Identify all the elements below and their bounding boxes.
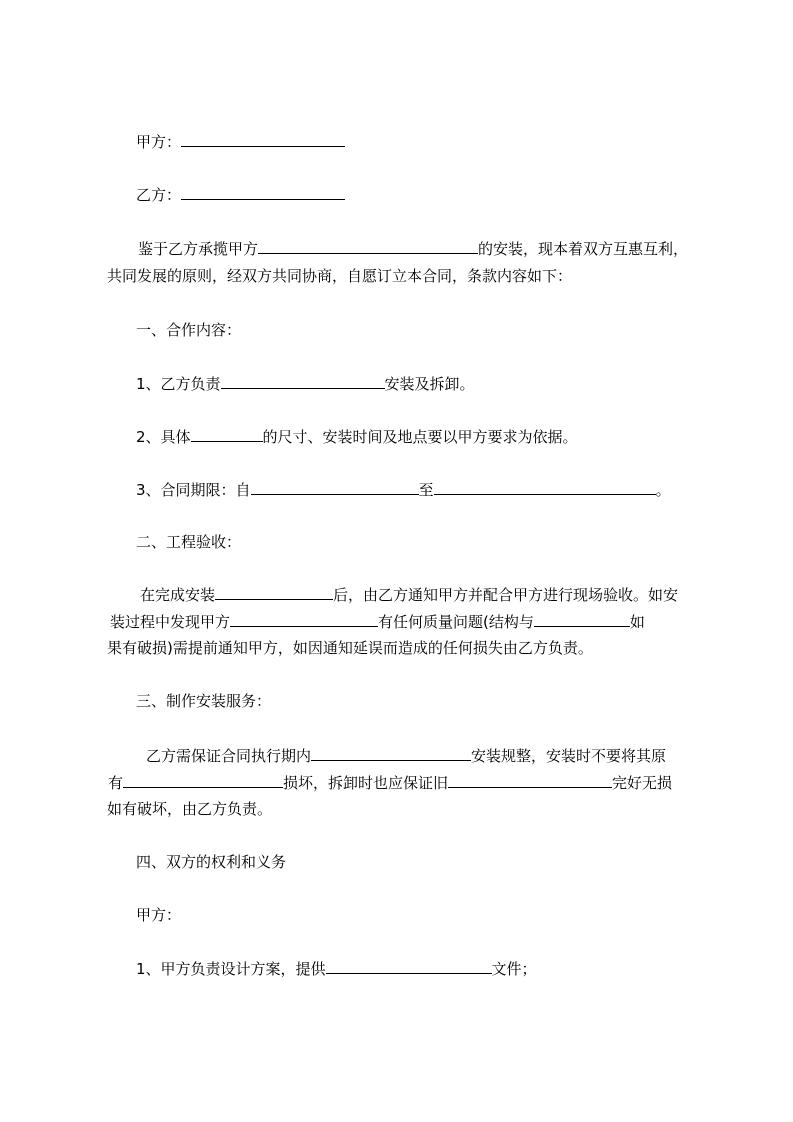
section-4-heading-text: 四、双方的权利和义务 xyxy=(136,853,287,871)
party-b-blank[interactable] xyxy=(181,184,345,200)
s3-l1-text-a: 乙方需保证合同执行期内 xyxy=(146,747,312,765)
s1-item1-text-a: 1、乙方负责 xyxy=(136,375,221,393)
s1-item3-text-b: 至 xyxy=(418,481,434,499)
intro-text-2: 的安装，现本着双方互惠互利， xyxy=(478,240,689,258)
section-1-heading xyxy=(136,320,241,340)
section-1-heading-text: 一、合作内容： xyxy=(136,321,242,339)
section-1-item-1 xyxy=(136,373,475,393)
s2-l3-text: 果有破损)需提前通知甲方，如因通知延误而造成的任何损失由乙方负责。 xyxy=(107,639,593,657)
s1-item2-blank[interactable] xyxy=(191,426,263,442)
s3-l2-text-b: 损坏，拆卸时也应保证旧 xyxy=(283,774,449,792)
party-b-label: 乙方： xyxy=(136,186,182,204)
s3-l1-text-b: 安装规整，安装时不要将其原 xyxy=(471,747,667,765)
intro-text-3: 共同发展的原则，经双方共同协商，自愿订立本合同，条款内容如下： xyxy=(107,267,573,285)
s2-l2-text-c: 如 xyxy=(629,613,645,631)
section-4-party-a xyxy=(136,905,181,925)
s1-item2-text-a: 2、具体 xyxy=(136,428,191,446)
section-3-heading xyxy=(136,691,271,711)
s2-l2-text-b: 有任何质量问题(结构与 xyxy=(378,613,534,631)
s2-l1-text-b: 后，由乙方通知甲方并配合甲方进行现场验收。如安 xyxy=(333,586,679,604)
section-3-line-1 xyxy=(146,745,666,765)
section-2-line-2 xyxy=(110,611,645,631)
s2-l2-text-a: 装过程中发现甲方 xyxy=(110,613,231,631)
intro-line-1 xyxy=(138,238,688,258)
s3-l2-text-c: 完好无损 xyxy=(612,774,673,792)
s2-l1-text-a: 在完成安装 xyxy=(140,586,216,604)
party-b-line xyxy=(136,184,345,204)
s1-item3-start-blank[interactable] xyxy=(251,479,419,495)
s3-l2-blank-a[interactable] xyxy=(123,772,283,788)
s3-l3-text: 如有破坏，由乙方负责。 xyxy=(107,800,273,818)
intro-line-2 xyxy=(107,266,572,286)
section-3-heading-text: 三、制作安装服务： xyxy=(136,692,272,710)
section-3-line-2 xyxy=(108,772,672,792)
intro-text-1: 鉴于乙方承揽甲方 xyxy=(138,240,259,258)
party-a-line xyxy=(136,131,345,151)
s2-l2-blank-b[interactable] xyxy=(534,611,630,627)
s2-l1-blank[interactable] xyxy=(215,584,333,600)
party-a-label: 甲方： xyxy=(136,133,182,151)
section-1-item-2 xyxy=(136,426,578,446)
section-2-line-3 xyxy=(107,638,593,658)
section-2-heading-text: 二、工程验收： xyxy=(136,533,242,551)
s1-item3-end-blank[interactable] xyxy=(434,479,656,495)
s4-item1-blank[interactable] xyxy=(326,958,492,974)
section-2-heading xyxy=(136,532,241,552)
s4-item1-text-a: 1、甲方负责设计方案，提供 xyxy=(136,960,326,978)
section-1-item-3 xyxy=(136,479,671,499)
party-a-blank[interactable] xyxy=(181,131,345,147)
section-4-item-1 xyxy=(136,958,537,978)
intro-project-blank[interactable] xyxy=(258,238,478,254)
s3-l2-text-a: 有 xyxy=(108,774,124,792)
s3-l2-blank-b[interactable] xyxy=(448,772,612,788)
section-3-line-3 xyxy=(107,799,272,819)
section-4-heading xyxy=(136,852,286,872)
section-2-line-1 xyxy=(140,584,678,604)
s4-item1-text-b: 文件； xyxy=(491,960,537,978)
s1-item3-text-c: 。 xyxy=(655,481,671,499)
s1-item2-text-b: 的尺寸、安装时间及地点要以甲方要求为依据。 xyxy=(262,428,578,446)
s1-item3-text-a: 3、合同期限：自 xyxy=(136,481,251,499)
s3-l1-blank[interactable] xyxy=(311,745,471,761)
s4-party-a-text: 甲方： xyxy=(136,906,182,924)
s2-l2-blank-a[interactable] xyxy=(230,611,378,627)
s1-item1-text-b: 安装及拆卸。 xyxy=(384,375,475,393)
s1-item1-blank[interactable] xyxy=(221,373,385,389)
